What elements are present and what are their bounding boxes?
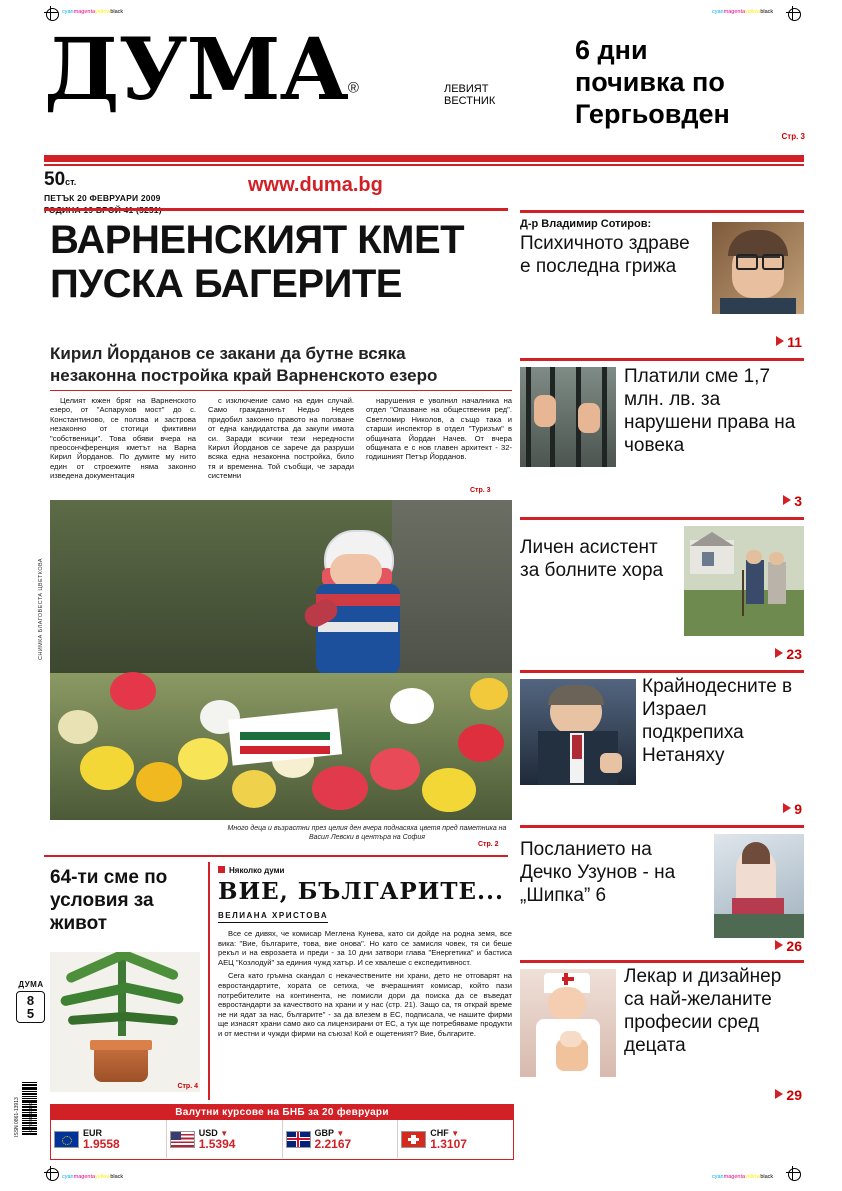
rail-item-4-page-number: 9	[794, 801, 802, 817]
rail-item-5-title: Посланието на Дечко Узунов - на „Шипка” 6	[520, 839, 676, 906]
barcode-digits: 9 770861 134004	[28, 1099, 33, 1135]
rail-item-1[interactable]	[520, 218, 804, 358]
rail-item-2-image	[520, 367, 616, 467]
currency-value-gbp: 2.2167	[314, 1136, 352, 1151]
lead-headline[interactable]	[50, 218, 510, 306]
rail-item-1-image	[712, 222, 804, 314]
rail-item-2-title: Платили сме 1,7 млн. лв. за нарушени права на човека	[624, 366, 796, 456]
colorbar-magenta-4: magenta	[723, 1174, 746, 1180]
currency-value-eur: 1.9558	[83, 1136, 120, 1151]
secondary-story[interactable]	[50, 866, 200, 935]
colorbar-yellow: yellow	[95, 9, 111, 15]
promo-line-2: почивка по	[575, 67, 725, 97]
page-badge-name: ДУМА	[18, 980, 44, 989]
opinion-kicker	[218, 866, 512, 875]
colorbar-black-3: black	[110, 1174, 124, 1180]
currency-rates-box	[50, 1104, 514, 1160]
barcode	[14, 1055, 33, 1137]
lead-body-text	[50, 396, 512, 481]
lead-caption-page: Стр. 2	[478, 841, 499, 848]
opinion-divider	[208, 862, 210, 1100]
currency-code-gbp-text: GBP	[314, 1127, 334, 1138]
rail-item-1-title: Психичното здраве е последна грижа	[520, 233, 690, 277]
colorbar-cyan-2: cyan	[712, 9, 724, 15]
lead-subhead-line2: незаконна постройка край Варненското езеро	[50, 366, 438, 385]
trend-down-icon-gbp: ▼	[336, 1128, 345, 1138]
colorbar-yellow-2: yellow	[745, 9, 761, 15]
currency-code-chf-text: CHF	[430, 1127, 449, 1138]
rail-item-6-page-number: 29	[786, 1087, 802, 1103]
colorbar-cyan-4: cyan	[712, 1174, 724, 1180]
bullet-square-icon	[218, 866, 225, 873]
photo-credit: СНИМКА БЛАГОВЕСТА ЦВЕТКОВА	[38, 558, 44, 660]
flag-eu-icon	[54, 1131, 79, 1148]
rail-item-4-image	[520, 679, 636, 785]
colorbar-cyan-3: cyan	[62, 1174, 74, 1180]
currency-row-gbp	[283, 1120, 399, 1158]
rail-item-6-page-wrap	[775, 1087, 804, 1105]
rail-item-1-page	[776, 334, 802, 350]
currency-code-chf	[430, 1128, 467, 1138]
colorbar-cyan: cyan	[62, 9, 74, 15]
opinion-kicker-text: Няколко думи	[229, 866, 285, 875]
color-bar-bottom-left	[62, 1174, 123, 1180]
currency-code-eur: EUR	[83, 1127, 103, 1138]
masthead	[44, 20, 496, 120]
rail-item-6[interactable]	[520, 963, 804, 1109]
lead-jump-page: Стр. 3	[470, 487, 491, 494]
triangle-right-icon-6	[775, 1089, 783, 1099]
triangle-right-icon-1	[776, 336, 784, 346]
opinion-body	[218, 929, 512, 1039]
promo-teaser[interactable]	[575, 34, 805, 141]
currency-row-eur	[51, 1120, 167, 1158]
currency-row-usd	[167, 1120, 283, 1158]
trend-down-icon-usd: ▼	[220, 1128, 229, 1138]
rail-item-4-page-wrap	[783, 801, 804, 819]
triangle-right-icon-3	[775, 648, 783, 658]
secondary-story-title: 64-ти сме по условия за живот	[50, 867, 168, 934]
rail-item-4-title: Крайнодесните в Израел подкрепиха Нетаняху	[642, 676, 793, 766]
rail-item-3-image	[684, 526, 804, 636]
rail-item-6-title: Лекар и дизайнер са най-желаните професии сред децата	[624, 966, 782, 1056]
colorbar-yellow-4: yellow	[745, 1174, 761, 1180]
colorbar-magenta-3: magenta	[73, 1174, 96, 1180]
colorbar-black-4: black	[760, 1174, 774, 1180]
price-value: 50	[44, 169, 66, 190]
currency-rates-title: Валутни курсове на БНБ за 20 февруари	[51, 1105, 513, 1120]
registration-mark-top-right	[786, 6, 800, 20]
currency-value-usd: 1.5394	[198, 1136, 236, 1151]
registration-mark-top-left	[44, 6, 58, 20]
page-badge	[16, 980, 46, 1023]
triangle-right-icon-4	[783, 803, 791, 813]
currency-code-usd-text: USD	[198, 1127, 218, 1138]
currency-code-gbp	[315, 1128, 352, 1138]
colorbar-magenta: magenta	[73, 9, 96, 15]
page-badge-bottom: 5	[26, 1006, 35, 1021]
rail-item-4[interactable]	[520, 673, 804, 825]
lead-paragraph-3: нарушения е уволнил началника на отдел "Опазване на обществения ред". Светломир Николов, а също така и старши инспектор в отдел "Туризъм" в общината Йордан Начев. От вчера общината е с нов главен архитект - 32-годишният Петър Йорданов.	[366, 396, 512, 462]
rail-item-2-page	[783, 493, 802, 509]
colorbar-black-2: black	[760, 9, 774, 15]
registration-mark-bottom-left	[44, 1166, 58, 1180]
rail-item-3[interactable]	[520, 520, 804, 670]
color-bar-bottom-right	[712, 1174, 773, 1180]
rail-item-2-page-number: 3	[794, 493, 802, 509]
triangle-right-icon-5	[775, 940, 783, 950]
issue-date: ПЕТЪК 20 ФЕВРУАРИ 2009	[44, 193, 161, 203]
secondary-story-page: Стр. 4	[177, 1083, 198, 1090]
promo-line-3: Гергьовден	[575, 99, 730, 129]
secondary-story-photo	[50, 952, 200, 1092]
rail-item-2-page-wrap	[783, 493, 804, 511]
masthead-subtitle-line1: ЛЕВИЯТ	[444, 83, 489, 95]
flag-uk-icon	[286, 1131, 311, 1148]
opinion-paragraph-1: Все се дивях, че комисар Меглена Кунева, като си дойде на родна земя, все вика: "Вие, българите, това, вие онова". Но като се замисля човек, тя си беше рекъл и на еврозаета и преди - за 10 дни затвори глава "Енергетика" и бастиса АЕЦ "Козлодуй" за единия чужд хатър. И се хвалеше с експедитивност.	[218, 929, 512, 967]
masthead-subtitle-line2: ВЕСТНИК	[444, 95, 496, 107]
newspaper-logo: ДУМА	[44, 20, 348, 120]
lead-subhead-line1: Кирил Йорданов се закани да бутне всяка	[50, 344, 406, 363]
masthead-rule-thin	[44, 164, 804, 166]
rail-item-6-image	[520, 969, 616, 1077]
rail-item-1-kicker: Д-р Владимир Сотиров:	[520, 218, 652, 230]
lead-paragraph-1: Целият южен бряг на Варненското езеро, от "Аспарухов мост" до с. Константиново, се ползва и застрова незаконно от стотици фиктивни "собственици". Това обяви вчера на преосончференция кметът на Варна Кирил Йорданов. По думите му нито един от строежите няма законно изведена документация	[50, 396, 196, 481]
page-badge-top: 8	[26, 993, 35, 1008]
rail-item-5-page-number: 26	[786, 938, 802, 954]
colorbar-black: black	[110, 9, 124, 15]
currency-row-chf	[398, 1120, 513, 1158]
masthead-rule-thick	[44, 155, 804, 162]
color-bar-top-right	[712, 9, 773, 15]
promo-line-1: 6 дни	[575, 35, 648, 65]
opinion-author: ВЕЛИАНА ХРИСТОВА	[218, 911, 328, 923]
lead-photo-caption: Много деца и възрастни през целия ден вчера поднасяха цветя пред паметника на Васил Левски в центъра на София	[227, 825, 507, 841]
lead-subhead	[50, 343, 510, 387]
registered-trademark-icon: ®	[347, 79, 359, 97]
price-unit: ст.	[65, 177, 77, 187]
color-bar-top-left	[62, 9, 123, 15]
lead-headline-line2: ПУСКА БАГЕРИТЕ	[50, 262, 402, 306]
rail-item-3-page-wrap	[775, 646, 804, 664]
rail-rule-0	[520, 210, 804, 213]
rail-item-5-page	[775, 938, 802, 954]
rail-item-3-title: Личен асистент за болните хора	[520, 537, 664, 581]
colorbar-yellow-3: yellow	[95, 1174, 111, 1180]
promo-page-ref: Стр. 3	[781, 132, 805, 141]
lead-top-rule	[44, 208, 508, 211]
website-url[interactable]: www.duma.bg	[248, 174, 383, 196]
barcode-issn: ISSN 0861-13913	[14, 1097, 20, 1137]
opinion-title: ВИЕ, БЪЛГАРИТЕ...	[218, 878, 505, 905]
registration-mark-bottom-right	[786, 1166, 800, 1180]
opinion-paragraph-2: Сега като гръмна скандал с некачествените ни храни, дето не отговарят на евростандартите, хората се сетиха, че вчерашният комисар, който пази потребителите на континента, не помисли дори да поиска да се въведат евростандарти за качеството на храни и у нас (стр. 21). Защо са, тя открай време не ни ядат за нас, българите" - за да влезем в ЕС, подписала, че нашите фирми ще изнасят храни само ако са лицензирани от ЕС, а тук ще потребяваме продукти и от местни и чужди фирми на съюза! Кой е ощетеният? Вие, българите.	[218, 971, 512, 1038]
rail-item-1-page-wrap	[776, 334, 804, 352]
rail-item-2[interactable]	[520, 361, 804, 517]
triangle-right-icon-2	[783, 495, 791, 505]
rail-item-3-page	[775, 646, 802, 662]
currency-value-chf: 1.3107	[430, 1136, 467, 1151]
right-rail	[520, 210, 804, 1109]
rail-item-1-page-number: 11	[787, 334, 802, 350]
rail-item-3-page-number: 23	[786, 646, 802, 662]
lead-headline-line1: ВАРНЕНСКИЯТ КМЕТ	[50, 218, 465, 262]
flag-ch-icon	[401, 1131, 426, 1148]
colorbar-magenta-2: magenta	[723, 9, 746, 15]
flag-us-icon	[170, 1131, 195, 1148]
masthead-subtitle	[444, 83, 495, 107]
lead-photo	[50, 500, 512, 820]
opinion-column[interactable]	[218, 866, 512, 1043]
rail-item-5[interactable]	[520, 828, 804, 960]
rail-item-4-page	[783, 801, 802, 817]
trend-down-icon-chf: ▼	[451, 1128, 460, 1138]
currency-code-usd	[199, 1128, 236, 1138]
rail-item-5-page-wrap	[775, 938, 804, 956]
lead-divider	[50, 390, 512, 391]
rail-item-6-page	[775, 1087, 802, 1103]
rail-item-5-image	[714, 834, 804, 938]
bottom-section-rule	[44, 855, 508, 857]
lead-paragraph-2: с изключение само на един случай. Само гражданинът Недьо Недев придобил законно правото на ползване от една кандидатства да закупи имота си. Заради всички тези нередности Кирил Йорданов се зарече да разруши всяка една незаконна постройка, било тя и временна. Той съобщи, че заради системни	[208, 396, 354, 481]
